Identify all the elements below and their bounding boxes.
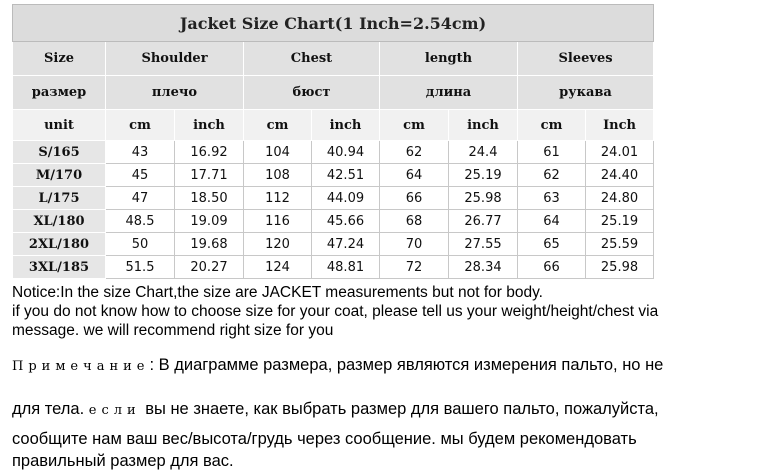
ru-line-2: [12, 399, 659, 421]
measurement-cell: 17.71: [175, 164, 244, 187]
size-label: XL/180: [13, 210, 106, 233]
measurement-cell: 112: [244, 187, 312, 210]
unit-cell: cm: [106, 110, 175, 141]
size-label: 2XL/180: [13, 233, 106, 256]
unit-cell: inch: [449, 110, 518, 141]
size-label: S/165: [13, 141, 106, 164]
measurement-cell: 43: [106, 141, 175, 164]
table-row: [13, 141, 654, 164]
measurement-cell: 24.80: [586, 187, 654, 210]
measurement-cell: 61: [518, 141, 586, 164]
ru-line-4: правильный размер для вас.: [12, 452, 234, 470]
measurement-cell: 25.19: [449, 164, 518, 187]
measurement-cell: 27.55: [449, 233, 518, 256]
chart-title: Jacket Size Chart(1 Inch=2.54cm): [13, 5, 654, 42]
measurement-cell: 68: [380, 210, 449, 233]
measurement-cell: 124: [244, 256, 312, 279]
size-label: M/170: [13, 164, 106, 187]
measurement-cell: 47: [106, 187, 175, 210]
header-ru-size: размер: [13, 76, 106, 110]
measurement-cell: 51.5: [106, 256, 175, 279]
measurement-cell: 72: [380, 256, 449, 279]
measurement-cell: 19.09: [175, 210, 244, 233]
measurement-cell: 25.98: [449, 187, 518, 210]
unit-cell: cm: [380, 110, 449, 141]
notice-line-2: if you do not know how to choose size for your coat, please tell us your weight/height/chest via: [12, 303, 659, 320]
measurement-cell: 64: [380, 164, 449, 187]
ru-spaced-word: если: [88, 403, 141, 418]
measurement-cell: 28.34: [449, 256, 518, 279]
table-row: [13, 210, 654, 233]
header-length: length: [380, 42, 518, 76]
measurement-cell: 44.09: [312, 187, 380, 210]
unit-cell: cm: [518, 110, 586, 141]
table-row: [13, 256, 654, 279]
unit-cell: inch: [312, 110, 380, 141]
measurement-cell: 48.5: [106, 210, 175, 233]
measurement-cell: 50: [106, 233, 175, 256]
notice-line-3: message. we will recommend right size for you: [12, 322, 334, 339]
measurement-cell: 63: [518, 187, 586, 210]
measurement-cell: 24.40: [586, 164, 654, 187]
size-label: L/175: [13, 187, 106, 210]
measurement-cell: 66: [380, 187, 449, 210]
measurement-cell: 45.66: [312, 210, 380, 233]
header-ru-shoulder: плечо: [106, 76, 244, 110]
measurement-cell: 25.98: [586, 256, 654, 279]
measurement-cell: 25.59: [586, 233, 654, 256]
measurement-cell: 42.51: [312, 164, 380, 187]
unit-row: [13, 110, 654, 141]
header-shoulder: Shoulder: [106, 42, 244, 76]
unit-cell: inch: [175, 110, 244, 141]
measurement-cell: 40.94: [312, 141, 380, 164]
ru-line-1: [12, 355, 663, 377]
table-row: [13, 187, 654, 210]
unit-cell: Inch: [586, 110, 654, 141]
measurement-cell: 16.92: [175, 141, 244, 164]
header-chest: Chest: [244, 42, 380, 76]
size-label: 3XL/185: [13, 256, 106, 279]
measurement-cell: 19.68: [175, 233, 244, 256]
header-ru-length: длина: [380, 76, 518, 110]
measurement-cell: 62: [518, 164, 586, 187]
unit-label: unit: [13, 110, 106, 141]
header-sleeves: Sleeves: [518, 42, 654, 76]
ru-line-3: сообщите нам ваш вес/высота/грудь через сообщение. мы будем рекомендовать: [12, 430, 637, 448]
header-ru-chest: бюст: [244, 76, 380, 110]
measurement-cell: 64: [518, 210, 586, 233]
table-row: [13, 233, 654, 256]
measurement-cell: 20.27: [175, 256, 244, 279]
unit-cell: cm: [244, 110, 312, 141]
ru-line-2-text: вы не знаете, как выбрать размер для вашего пальто, пожалуйста,: [140, 400, 659, 418]
notice-line-1: Notice:In the size Chart,the size are JACKET measurements but not for body.: [12, 284, 543, 301]
header-size: Size: [13, 42, 106, 76]
ru-line-2-start: для тела.: [12, 400, 89, 418]
measurement-cell: 48.81: [312, 256, 380, 279]
measurement-cell: 70: [380, 233, 449, 256]
header-ru-sleeves: рукава: [518, 76, 654, 110]
measurement-cell: 65: [518, 233, 586, 256]
size-chart-table: [12, 4, 654, 279]
measurement-cell: 104: [244, 141, 312, 164]
table-row: [13, 164, 654, 187]
table-body: [13, 141, 654, 279]
measurement-cell: 26.77: [449, 210, 518, 233]
measurement-cell: 62: [380, 141, 449, 164]
measurement-cell: 45: [106, 164, 175, 187]
measurement-cell: 108: [244, 164, 312, 187]
measurement-cell: 24.01: [586, 141, 654, 164]
measurement-cell: 25.19: [586, 210, 654, 233]
measurement-cell: 24.4: [449, 141, 518, 164]
measurement-cell: 116: [244, 210, 312, 233]
ru-line-1-text: : В диаграмме размера, размер являются измерения пальто, но не: [149, 356, 664, 374]
measurement-cell: 120: [244, 233, 312, 256]
ru-notice-label: Примечание: [12, 359, 150, 374]
measurement-cell: 66: [518, 256, 586, 279]
measurement-cell: 18.50: [175, 187, 244, 210]
measurement-cell: 47.24: [312, 233, 380, 256]
